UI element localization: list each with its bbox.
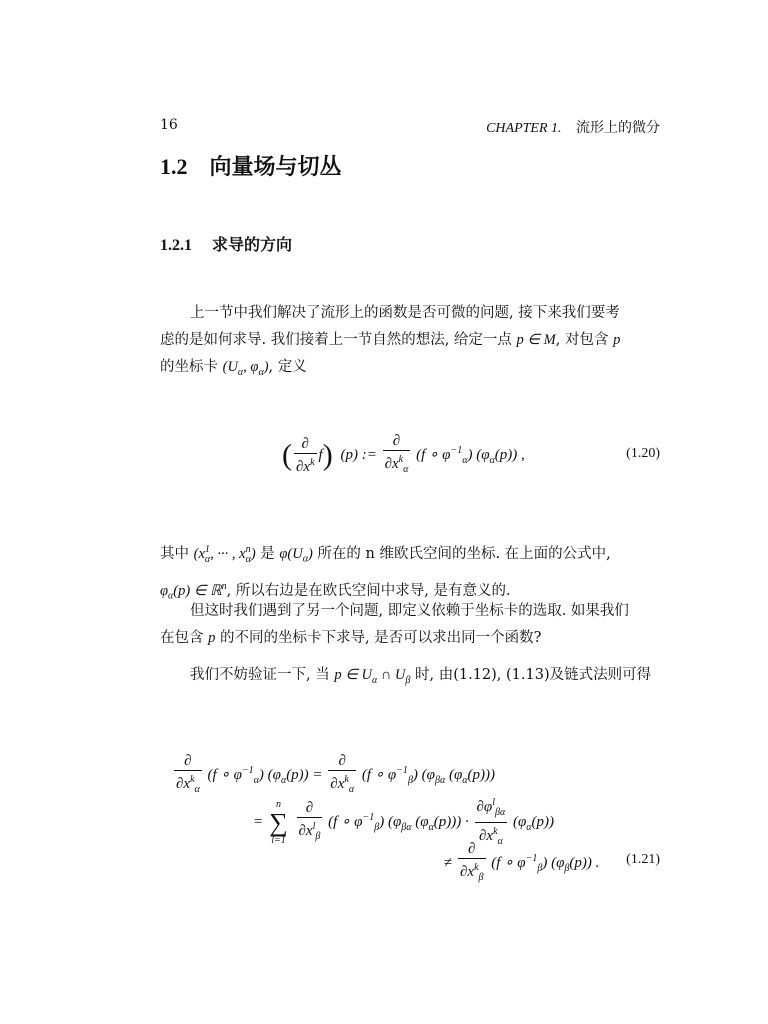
chapter-title: 流形上的微分: [576, 120, 660, 136]
para1-line2: [160, 327, 662, 354]
subsection-title: 求导的方向: [212, 237, 293, 254]
summation-upper: n: [275, 798, 281, 810]
para1-line3: 的坐标卡 ($U_\alpha$, $\varphi_\alpha$), 定义: [160, 359, 307, 378]
math-span: (x: [193, 545, 205, 562]
summation: n ∑ l=1: [269, 798, 288, 846]
equation-1-21-line-2: = n ∑ l=1 $\frac{\partial}{\partial x^l_\beta}$ (f ∘ $\varphi^{-1}_\beta$) ($\varphi_{\beta\alpha}$ $(\varphi_\alpha(p))$) · $\frac{\partial\varphi^l_{\beta\alpha}}{\partial x^k_\alpha}$ $(\varphi_\alpha(p))$: [254, 794, 554, 851]
math-span: (p) ∈ ℝ: [173, 582, 222, 599]
equation-number-1-20: (1.20): [626, 446, 660, 461]
page-number: 16: [160, 117, 178, 133]
para1-line1: 上一节中我们解决了流形上的函数是否可微的问题, 接下来我们要考: [190, 305, 620, 321]
superscript: k: [310, 457, 315, 468]
math-span: (f ∘ φ: [416, 446, 451, 463]
text-span: 所在的 n 维欧氏空间的坐标. 在上面的公式中,: [312, 545, 611, 562]
math-span: , φ: [243, 359, 259, 375]
summation-lower: l=1: [271, 834, 286, 846]
running-header: [486, 117, 660, 137]
math-span: , ··· , x: [210, 545, 246, 562]
para4-line1: 我们不妨验证一下, 当 p ∈ $U_\alpha$ ∩ $U_\beta$ 时, 由(1.12), (1.13)及链式法则可得: [190, 667, 652, 686]
subsection-heading: [160, 232, 292, 255]
fraction-numerator: ∂: [294, 435, 317, 454]
text-span: 其中: [160, 545, 194, 562]
text-span: , 定义: [268, 359, 307, 375]
math-span: p: [613, 332, 621, 348]
math-span: ) (φ: [467, 446, 490, 463]
math-span: p ∈ M: [516, 332, 556, 348]
text-span: 我们不妨验证一下, 当: [190, 667, 335, 683]
text-span: 的不同的坐标卡下求导, 是否可以求出同一个函数?: [215, 630, 542, 646]
fraction-numerator: ∂: [383, 432, 411, 451]
fraction-denominator: ∂x: [384, 456, 399, 472]
math-span: φ: [160, 582, 169, 599]
text-span: 时, 由(1.12), (1.13)及链式法则可得: [410, 667, 652, 683]
paragraph-4: [160, 662, 662, 694]
superscript: k: [398, 454, 404, 465]
section-heading: [160, 150, 342, 181]
math-span: (p) :=: [340, 446, 377, 463]
subscript: α: [462, 454, 468, 466]
para3-line2: [160, 625, 662, 652]
math-span: (p)) ,: [494, 446, 525, 463]
chapter-label: CHAPTER 1.: [486, 121, 562, 136]
para2-line1: 其中 ($x^1_\alpha$, ··· , $x^n_\alpha$) 是 $\varphi(U_\alpha)$ 所在的 n 维欧氏空间的坐标. 在上面的公式中,: [160, 544, 611, 565]
math-span: ): [263, 359, 269, 375]
paragraph-1: [160, 300, 662, 386]
superscript: −1: [450, 444, 463, 456]
text-span: 是: [255, 545, 280, 562]
text-span: , 对包含: [555, 332, 614, 348]
paragraph-3: [160, 598, 662, 652]
math-span: p ∈ U: [334, 667, 372, 683]
function-symbol: f: [318, 446, 323, 463]
equation-1-21-line-1: $\frac{\partial}{\partial x^k_\alpha}$ (f ∘ $\varphi^{-1}_\alpha$) $(\varphi_\alpha(p))$ = $\frac{\partial}{\partial x^k_\alpha}$ (f ∘ $\varphi^{-1}_\beta$) ($\varphi_{\beta\alpha}$ $(\varphi_\alpha(p))$): [176, 753, 495, 795]
subscript: α: [403, 464, 409, 475]
math-span: φ(U: [279, 545, 303, 562]
equation-1-20: ( $\frac{\partial}{\partial x^k}$ f) (p) := $\frac{\partial}{\partial x^k_\alpha}$ (f ∘ $\varphi^{-1}_\alpha$) $(\varphi_\alpha(p))$ ,: [282, 433, 525, 475]
subscript: α: [489, 454, 495, 466]
text-span: 在包含: [160, 630, 209, 646]
equation-1-21-line-3: ≠ $\frac{\partial}{\partial x^k_\beta}$ (f ∘ $\varphi^{-1}_\beta$) $(\varphi_\beta(p))$ .: [444, 841, 600, 883]
text-span: , 所以右边是在欧氏空间中求导, 是有意义的.: [226, 582, 511, 599]
superscript: n: [221, 580, 227, 592]
fraction-denominator: ∂x: [296, 459, 311, 475]
math-span: ): [307, 545, 313, 562]
text-span: 虑的是如何求导. 我们接着上一节自然的想法, 给定一点: [160, 332, 517, 348]
subsection-number: 1.2.1: [160, 237, 192, 254]
math-span: ): [250, 545, 256, 562]
math-span: ∩ U: [377, 667, 406, 683]
equation-number-1-21: (1.21): [626, 852, 660, 867]
para2-line2: $\varphi_\alpha(p)$ ∈ ℝ$^n$, 所以右边是在欧氏空间中求导, 是有意义的.: [160, 580, 511, 602]
para3-line1: 但这时我们遇到了另一个问题, 即定义依赖于坐标卡的选取. 如果我们: [190, 603, 629, 619]
math-span: (U: [222, 359, 238, 375]
text-span: 的坐标卡: [160, 359, 223, 375]
math-span: p: [208, 630, 216, 646]
section-title: 向量场与切丛: [209, 154, 342, 179]
section-number: 1.2: [160, 154, 188, 179]
